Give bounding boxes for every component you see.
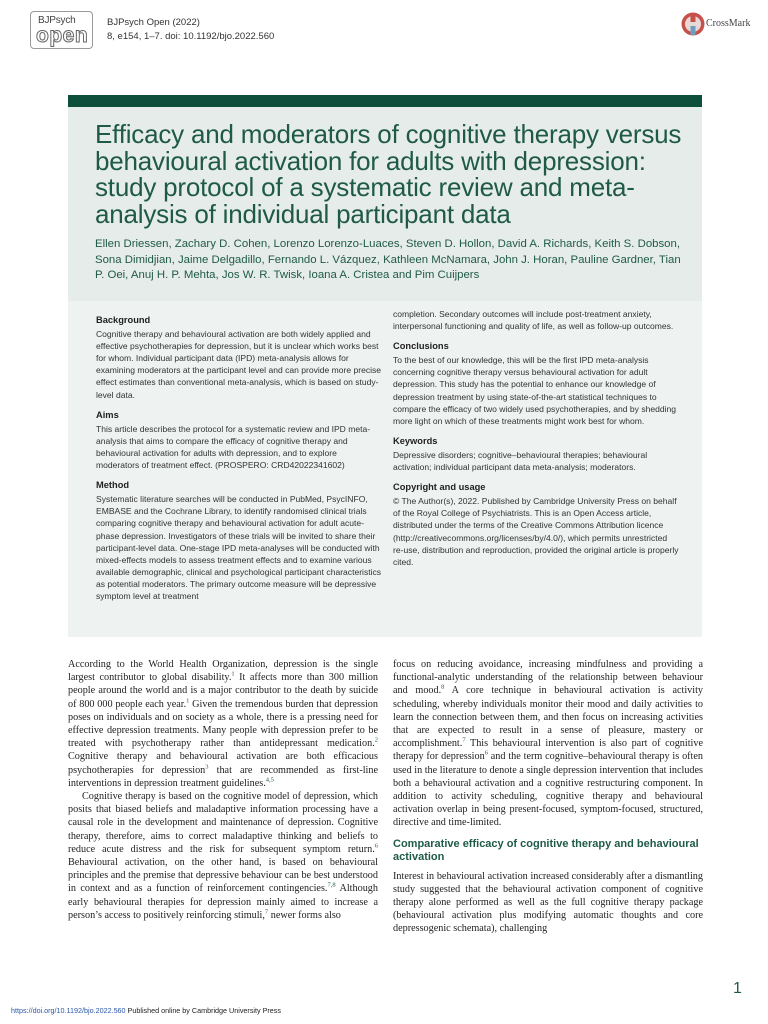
text-run: According to the World Health Organization, depression is the single largest contributor to global disability.: [68, 659, 378, 684]
reference-link[interactable]: 6: [484, 750, 488, 758]
aims-text: This article describes the protocol for a systematic review and IPD meta-analysis that aims to compare the efficacy of cognitive therapy and behavioural activation for adults with depression, and to explore moderators of treatment effect. (PROSPERO: CRD42022341602): [96, 423, 371, 471]
crossmark-icon[interactable]: [681, 11, 705, 37]
reference-link[interactable]: 2: [374, 736, 378, 744]
reference-link[interactable]: 3: [205, 763, 209, 771]
reference-link[interactable]: 7: [462, 736, 466, 744]
body-paragraph-4: Interest in behavioural activation increased considerably after a dismantling study suggested that the behavioural activation component of cognitive therapy alone performed as well as the full cognitive therapy package (behavioural activation plus modifying automatic thoughts and core depressogenic schemata), challenging: [393, 870, 703, 935]
method-heading: Method: [96, 480, 130, 491]
reference-link[interactable]: 4,5: [265, 776, 274, 784]
reference-link[interactable]: 7: [264, 908, 269, 916]
journal-name: BJPsych Open: [107, 17, 170, 28]
journal-year: (2022): [172, 17, 200, 28]
page-number: 1: [733, 980, 742, 997]
method-text-continued: completion. Secondary outcomes will include post-treatment anxiety, interpersonal functioning and quality of life, as well as follow-up outcomes.: [393, 309, 674, 332]
text-run: focus on reducing avoidance, increasing mindfulness and providing a functional-analytic understanding of the relationship between behaviour and mood.: [393, 659, 703, 697]
reference-link[interactable]: 1: [231, 670, 235, 678]
text-run: Behavioural activation, on the other hand, is based on behavioural principles and the premise that depressive behaviour can be best understood in context and as a function of reinforcement contingencies.: [68, 857, 378, 895]
journal-logo: [30, 11, 93, 49]
text-run: This behavioural intervention is also part of cognitive therapy for depression: [393, 738, 703, 763]
reference-link[interactable]: 7,8: [327, 882, 336, 890]
copyright-text: [393, 495, 679, 568]
journal-ref: 8, e154, 1–7. doi: 10.1192/bjo.2022.560: [107, 31, 275, 42]
body-paragraph-2: [68, 790, 378, 922]
footer: [11, 1006, 281, 1015]
conclusions-heading: Conclusions: [393, 341, 449, 352]
text-run: A core technique in behavioural activation is activity scheduling, whereby individuals monitor their mood and daily activities to learn the connection between them, and then focus on increasing activities that are expected to result in a sense of pleasure, mastery or accomplishment.: [393, 685, 703, 750]
text-run: that are recommended as first-line interventions in depression treatment guidelines.: [68, 764, 378, 789]
conclusions-text: To the best of our knowledge, this will be the first IPD meta-analysis concerning cognitive therapy versus behavioural activation for adult depression. This study has the potential to enhance our knowledge of depression treatment by using state-of-the-art statistical techniques to compare the efficacy of two widely used psychotherapies, and by shedding more light on which of these treatments might work best for whom.: [393, 355, 677, 426]
text-run: Although early behavioural therapies for depression mainly aimed to increase a person’s access to positively reinforcing stimuli,: [68, 883, 378, 921]
author-list: Ellen Driessen, Zachary D. Cohen, Lorenzo Lorenzo-Luaces, Steven D. Hollon, David A. Richards, Keith S. Dobson, Sona Dimidjian, Jaime Delgadillo, Fernando L. Vázquez, Kathleen McNamara, John J. Horan, Pauline Gardner, Tian P. Oei, Anuj H. P. Mehta, Jos W. R. Twisk, Ioana A. Cristea and Pim Cuijpers: [95, 238, 681, 281]
copyright-text-1: © The Author(s), 2022. Published by Cambridge University Press on behalf of the Royal College of Psychiatrists. This is an Open Access article, distributed under the terms of the Creative Commons Attribution licence (: [393, 496, 677, 543]
reference-link[interactable]: 6: [374, 842, 378, 850]
doi-link[interactable]: https://doi.org/10.1192/bjo.2022.560: [11, 1006, 126, 1015]
abstract-column-left: [96, 314, 382, 610]
body-column-right: [393, 658, 703, 936]
text-run: Cognitive therapy and behavioural activation are both efficacious psychotherapies for depression: [68, 751, 378, 776]
logo-big-text: open: [36, 24, 89, 47]
body-column-left: [68, 658, 378, 922]
keywords-heading: Keywords: [393, 435, 438, 446]
copyright-text-2: ), which permits unrestricted re-use, distribution and reproduction, provided the original article is properly cited.: [393, 532, 679, 567]
body-paragraph-1: [68, 658, 378, 790]
published-note: Published online by Cambridge University Press: [125, 1006, 281, 1015]
crossmark-label[interactable]: CrossMark: [706, 18, 751, 29]
body-paragraph-3: [393, 658, 703, 830]
background-text: Cognitive therapy and behavioural activation are both widely applied and effective psychotherapies for depression, but it is unclear which works best for whom. Individual participant data (IPD) meta-analysis allows for examining moderators at the participant level and can provide more precise effect estimates than conventional meta-analysis, which is based on study-level data.: [96, 329, 382, 400]
text-run: Cognitive therapy is based on the cognitive model of depression, which posits that biased beliefs and maladaptive information processing have a causal role in the development and maintenance of depression. Cognitive therapy, therefore, aims to correct maladaptive thinking and beliefs to reduce acute distress and the risk for subsequent symptom return.: [68, 791, 378, 855]
background-heading: Background: [96, 315, 151, 325]
journal-citation: [107, 16, 274, 44]
method-text: Systematic literature searches will be conducted in PubMed, PsycINFO, EMBASE and the Cochrane Library, to identify randomised clinical trials comparing cognitive therapy and behavioural activation for adult acute-phase depression. Investigators of these trials will be invited to share their participant-level data. One-stage IPD meta-analyses will be conducted with mixed-effects models to assess treatment effects and to examine various available demographic, clinical and psychological participant characteristics as potential moderators. The primary outcome measure will be depressive symptom level at treatment: [96, 494, 382, 601]
section-heading: Comparative efficacy of cognitive therapy and behavioural activation: [393, 837, 699, 863]
aims-heading: Aims: [96, 409, 119, 420]
text-run: It affects more than 300 million people around the world and is a major contributor to the death by suicide of 800 000 people each year.: [68, 672, 378, 710]
reference-link[interactable]: 8: [441, 684, 445, 692]
copyright-heading: Copyright and usage: [393, 482, 486, 493]
title-bar: [68, 95, 702, 107]
license-link[interactable]: http://creativecommons.org/licenses/by/4.0/: [395, 532, 561, 543]
reference-link[interactable]: 1: [186, 697, 190, 705]
text-run: Given the tremendous burden that depression poses on individuals and on society as a whole, there is a pressing need for effective depression treatments. Many people with depression prefer to be treated with psychotherapy rather than antidepressant medication.: [68, 698, 378, 750]
keywords-text: Depressive disorders; cognitive–behavioural therapies; behavioural activation; individual participant data meta-analysis; moderators.: [393, 449, 648, 473]
text-run: newer forms also: [268, 909, 341, 921]
text-run: and the term cognitive–behavioural therapy is often used in the literature to denote a single depression intervention that includes both a behavioural activation and a cognitive restructuring component. In addition to activity scheduling, cognitive therapy and behavioural activation overlap in being present-focused, symptom-focused, structured, directive and time-limited.: [393, 751, 703, 829]
abstract-column-right: [393, 308, 679, 576]
article-title: Efficacy and moderators of cognitive therapy versus behavioural activation for adults with depression: study protocol of a systematic review and meta-analysis of individual participant data: [95, 119, 682, 229]
logo-top-text: BJPsych: [38, 15, 76, 26]
